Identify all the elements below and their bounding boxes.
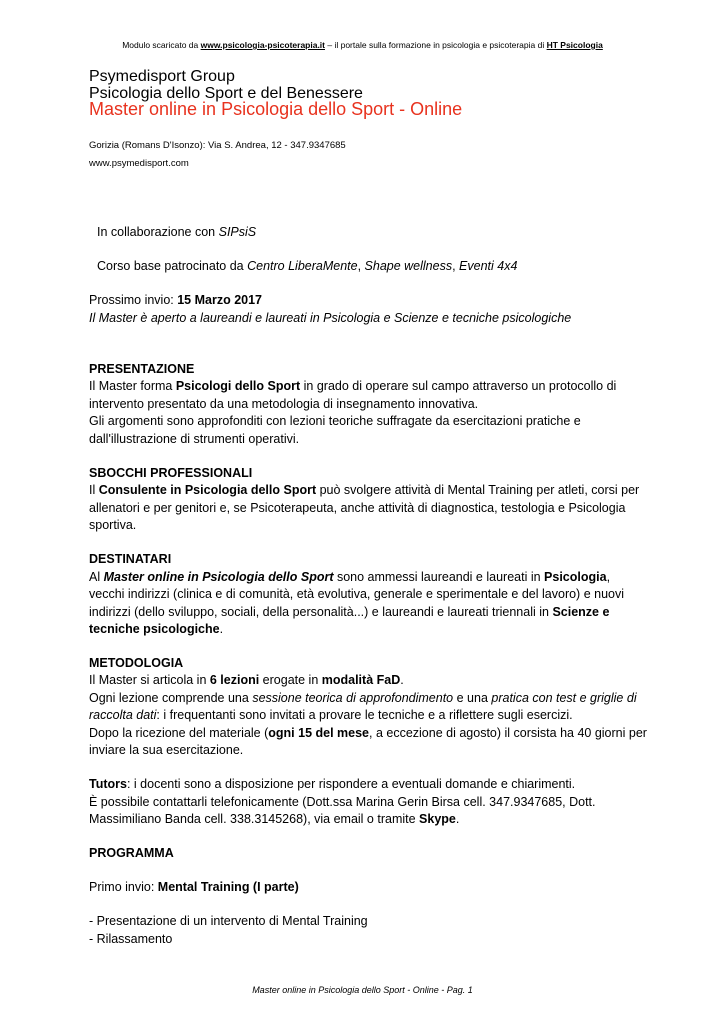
text-bold: Skype [419, 812, 456, 826]
destinatari-heading [89, 551, 171, 569]
metodologia-line [89, 690, 637, 708]
text-bold: Psicologi dello Sport [175, 379, 301, 393]
text: in grado di operare sul campo attraverso un protocollo di [300, 379, 617, 393]
tutors-line [89, 811, 459, 829]
ht-link[interactable]: HT Psicologia [546, 40, 603, 50]
download-banner [0, 40, 725, 50]
text: e una [453, 691, 492, 705]
text: Il Master forma [89, 379, 176, 393]
programma-heading [89, 845, 174, 863]
text: Il Master si articola in [89, 673, 210, 687]
text-bold: modalità FaD [321, 673, 401, 687]
text: Dopo la ricezione del materiale ( [89, 726, 269, 740]
text: indirizzi (dello sviluppo, sociali, della personalità...) e laureandi e laureati triennali in [89, 605, 553, 619]
text: Primo invio: [89, 880, 158, 894]
text: . [455, 812, 460, 826]
banner-middle: – il portale sulla formazione in psicologia e psicoterapia di [325, 40, 547, 50]
address: Gorizia (Romans D'Isonzo): Via S. Andrea, 12 - 347.9347685 [89, 140, 346, 151]
org-name: Psymedisport Group [89, 68, 235, 85]
subtitle: Psicologia dello Sport e del Benessere [89, 85, 363, 102]
text-italic: sessione teorica di approfondimento [252, 691, 454, 705]
list-item: - Rilassamento [89, 932, 173, 946]
website: www.psymedisport.com [89, 158, 189, 169]
text-bold-italic: Master online in Psicologia dello Sport [103, 570, 334, 584]
next-prefix: Prossimo invio: [89, 293, 178, 307]
presentazione-line [89, 378, 616, 396]
text: , [606, 570, 611, 584]
destinatari-line [89, 569, 610, 587]
metodologia-line [89, 725, 647, 743]
text-bold: Psicologia [544, 570, 607, 584]
text-bold: ogni 15 del mese [268, 726, 369, 740]
tutors-line: È possibile contattarli telefonicamente (Dott.ssa Marina Gerin Birsa cell. 347.9347685, Dott. [89, 795, 596, 809]
sbocchi-line: allenatori e per genitori e, se Psicoterapeuta, anche attività di diagnostica, testologia e Psicologia [89, 501, 626, 515]
page-title: Master online in Psicologia dello Sport - Online [89, 99, 463, 119]
sep-2: , [452, 259, 460, 273]
text: : i frequentanti sono invitati a provare le tecniche e a riflettere sugli esercizi. [156, 708, 573, 722]
collab-name: SIPsiS [218, 225, 257, 239]
metodologia-line: inviare la sua esercitazione. [89, 743, 244, 757]
next-send [89, 292, 262, 310]
banner-prefix: Modulo scaricato da [122, 40, 201, 50]
text: erogate in [259, 673, 322, 687]
sbocchi-line: sportiva. [89, 518, 137, 532]
text-bold: Consulente in Psicologia dello Sport [98, 483, 317, 497]
open-to-text: Il Master è aperto a laureandi e laureati in Psicologia e Scienze e tecniche psicologiche [89, 311, 572, 325]
text: Il [89, 483, 99, 497]
metodologia-line [89, 672, 404, 690]
metodologia-heading [89, 655, 183, 673]
text-italic: raccolta dati [89, 708, 157, 722]
text: . [219, 622, 224, 636]
sbocchi-heading-text: SBOCCHI PROFESSIONALI [89, 466, 253, 480]
patron-2: Shape wellness [364, 259, 453, 273]
text-bold: Tutors [89, 777, 127, 791]
site-link[interactable]: www.psicologia-psicoterapia.it [200, 40, 325, 50]
text: può svolgere attività di Mental Training per atleti, corsi per [316, 483, 640, 497]
destinatari-line [89, 621, 223, 639]
page-footer: Master online in Psicologia dello Sport - Online - Pag. 1 [252, 985, 473, 995]
patron-prefix: Corso base patrocinato da [97, 259, 248, 273]
text-bold: Scienze e [552, 605, 610, 619]
text-bold: tecniche psicologiche [89, 622, 220, 636]
text: : i docenti sono a disposizione per rispondere a eventuali domande e chiarimenti. [126, 777, 576, 791]
metodologia-line [89, 707, 573, 725]
first-send [89, 879, 299, 897]
sbocchi-line [89, 482, 639, 500]
list-item: - Presentazione di un intervento di Mental Training [89, 914, 368, 928]
presentazione-line: intervento presentato da una metodologia di insegnamento innovativa. [89, 397, 479, 411]
destinatari-line [89, 604, 609, 622]
patron-1: Centro LiberaMente [247, 259, 358, 273]
patron-3: Eventi 4x4 [459, 259, 518, 273]
sbocchi-heading [89, 465, 252, 483]
destinatari-heading-text: DESTINATARI [89, 552, 172, 566]
collaboration-line [97, 224, 256, 242]
text: Massimiliano Banda cell. 338.3145268), via email o tramite [89, 812, 420, 826]
programma-heading-text: PROGRAMMA [89, 846, 174, 860]
text: , a eccezione di agosto) il corsista ha 40 giorni per [369, 726, 647, 740]
presentazione-line: Gli argomenti sono approfonditi con lezioni teoriche suffragate da esercitazioni pratiche e [89, 414, 581, 428]
patronage-line [97, 258, 517, 276]
collab-prefix: In collaborazione con [97, 225, 219, 239]
metodologia-heading-text: METODOLOGIA [89, 656, 184, 670]
text-bold: Mental Training (I parte) [157, 880, 299, 894]
open-to [89, 310, 571, 328]
sep-1: , [357, 259, 365, 273]
next-date: 15 Marzo 2017 [177, 293, 263, 307]
text: sono ammessi laureandi e laureati in [333, 570, 545, 584]
text: Ogni lezione comprende una [89, 691, 253, 705]
text: . [400, 673, 404, 687]
destinatari-line: vecchi indirizzi (clinica e di comunità, età evolutiva, generale e sperimentale e del lavoro) e nuovi [89, 587, 624, 601]
text-bold: 6 lezioni [209, 673, 260, 687]
tutors-line [89, 776, 575, 794]
presentazione-heading-text: PRESENTAZIONE [89, 362, 195, 376]
text-italic: pratica con test e griglie di [491, 691, 637, 705]
text: Al [89, 570, 104, 584]
presentazione-line: dall'illustrazione di strumenti operativi. [89, 432, 300, 446]
presentazione-heading [89, 361, 194, 379]
